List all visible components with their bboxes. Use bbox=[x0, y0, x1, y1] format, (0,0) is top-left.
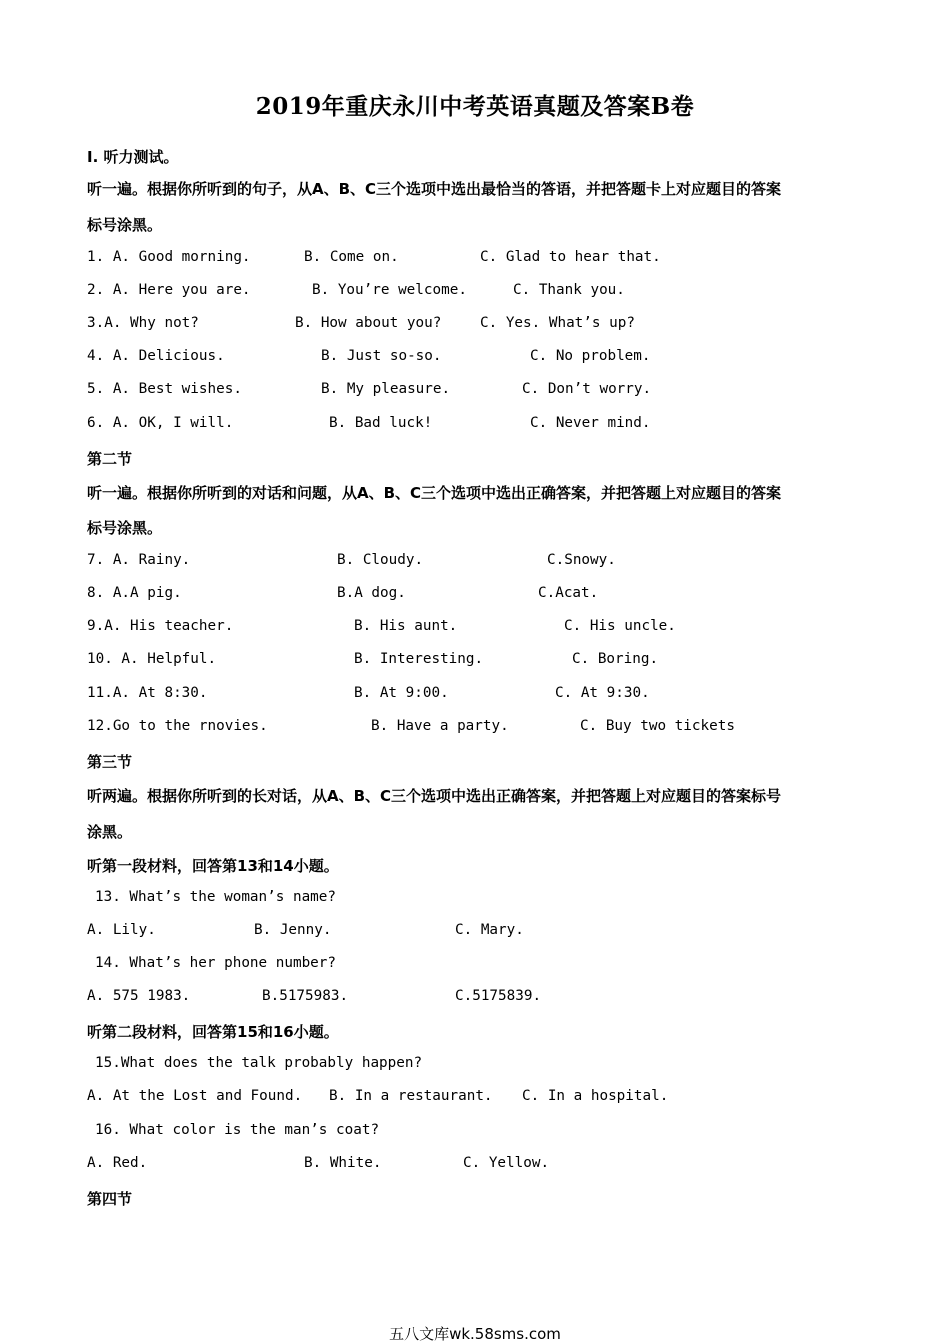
q8-option-c: C.Acat. bbox=[538, 585, 599, 601]
q1-option-a: 1. A. Good morning. bbox=[87, 249, 251, 265]
q5-option-b: B. My pleasure. bbox=[321, 381, 451, 397]
q2-option-a: 2. A. Here you are. bbox=[87, 282, 251, 298]
q4-option-a: 4. A. Delicious. bbox=[87, 348, 225, 364]
section2-heading: 第二节 bbox=[87, 450, 133, 468]
q13-option-b: B. Jenny. bbox=[254, 922, 332, 938]
q5-option-a: 5. A. Best wishes. bbox=[87, 381, 242, 397]
q3-option-a: 3.A. Why not? bbox=[87, 315, 199, 331]
q15-question: 15.What does the talk probably happen? bbox=[95, 1055, 423, 1071]
q10-option-c: C. Boring. bbox=[572, 651, 659, 667]
q9-option-c: C. His uncle. bbox=[564, 618, 676, 634]
q16-question: 16. What color is the man’s coat? bbox=[95, 1122, 380, 1138]
q8-option-b: B.A dog. bbox=[337, 585, 406, 601]
section1-instruction-line1: 听一遍。根据你所听到的句子，从A、B、C三个选项中选出最恰当的答语，并把答题卡上对应题目的答案 bbox=[87, 180, 782, 198]
section2-instruction-line2: 标号涂黑。 bbox=[87, 519, 163, 537]
q9-option-a: 9.A. His teacher. bbox=[87, 618, 234, 634]
section1-heading: I. 听力测试。 bbox=[87, 148, 179, 166]
q15-option-b: B. In a restaurant. bbox=[329, 1088, 493, 1104]
q3-option-c: C. Yes. What’s up? bbox=[480, 315, 635, 331]
footer-watermark: 五八文库wk.58sms.com bbox=[389, 1325, 561, 1343]
q14-option-a: A. 575 1983. bbox=[87, 988, 191, 1004]
q6-option-c: C. Never mind. bbox=[530, 415, 651, 431]
q4-option-b: B. Just so-so. bbox=[321, 348, 442, 364]
q7-option-a: 7. A. Rainy. bbox=[87, 552, 191, 568]
q16-option-c: C. Yellow. bbox=[463, 1155, 550, 1171]
q7-option-b: B. Cloudy. bbox=[337, 552, 424, 568]
q3-option-b: B. How about you? bbox=[295, 315, 442, 331]
q14-option-c: C.5175839. bbox=[455, 988, 542, 1004]
q2-option-b: B. You’re welcome. bbox=[312, 282, 467, 298]
q6-option-b: B. Bad luck! bbox=[329, 415, 433, 431]
q13-option-a: A. Lily. bbox=[87, 922, 156, 938]
q14-option-b: B.5175983. bbox=[262, 988, 349, 1004]
q12-option-b: B. Have a party. bbox=[371, 718, 509, 734]
q10-option-a: 10. A. Helpful. bbox=[87, 651, 217, 667]
section3-instruction-line2: 涂黑。 bbox=[87, 823, 133, 841]
q15-option-a: A. At the Lost and Found. bbox=[87, 1088, 303, 1104]
q12-option-a: 12.Go to the rnovies. bbox=[87, 718, 268, 734]
material2-heading: 听第二段材料，回答第15和16小题。 bbox=[87, 1023, 339, 1041]
q16-option-b: B. White. bbox=[304, 1155, 382, 1171]
q13-question: 13. What’s the woman’s name? bbox=[95, 889, 337, 905]
q11-option-a: 11.A. At 8:30. bbox=[87, 685, 208, 701]
section2-instruction-line1: 听一遍。根据你所听到的对话和问题，从A、B、C三个选项中选出正确答案，并把答题上对应题目的答案 bbox=[87, 484, 782, 502]
q1-option-c: C. Glad to hear that. bbox=[480, 249, 661, 265]
page-title: 2019年重庆永川中考英语真题及答案B卷 bbox=[255, 93, 695, 120]
q5-option-c: C. Don’t worry. bbox=[522, 381, 652, 397]
q12-option-c: C. Buy two tickets bbox=[580, 718, 735, 734]
q7-option-c: C.Snowy. bbox=[547, 552, 616, 568]
section1-instruction-line2: 标号涂黑。 bbox=[87, 216, 163, 234]
q6-option-a: 6. A. OK, I will. bbox=[87, 415, 234, 431]
section4-heading: 第四节 bbox=[87, 1190, 133, 1208]
section3-instruction-line1: 听两遍。根据你所听到的长对话，从A、B、C三个选项中选出正确答案，并把答题上对应题目的答案标号 bbox=[87, 787, 782, 805]
q13-option-c: C. Mary. bbox=[455, 922, 524, 938]
section3-heading: 第三节 bbox=[87, 753, 133, 771]
q1-option-b: B. Come on. bbox=[304, 249, 399, 265]
q14-question: 14. What’s her phone number? bbox=[95, 955, 337, 971]
q9-option-b: B. His aunt. bbox=[354, 618, 458, 634]
q11-option-c: C. At 9:30. bbox=[555, 685, 650, 701]
q16-option-a: A. Red. bbox=[87, 1155, 148, 1171]
q11-option-b: B. At 9:00. bbox=[354, 685, 449, 701]
q2-option-c: C. Thank you. bbox=[513, 282, 625, 298]
material1-heading: 听第一段材料，回答第13和14小题。 bbox=[87, 857, 339, 875]
q8-option-a: 8. A.A pig. bbox=[87, 585, 182, 601]
q10-option-b: B. Interesting. bbox=[354, 651, 484, 667]
q15-option-c: C. In a hospital. bbox=[522, 1088, 669, 1104]
q4-option-c: C. No problem. bbox=[530, 348, 651, 364]
